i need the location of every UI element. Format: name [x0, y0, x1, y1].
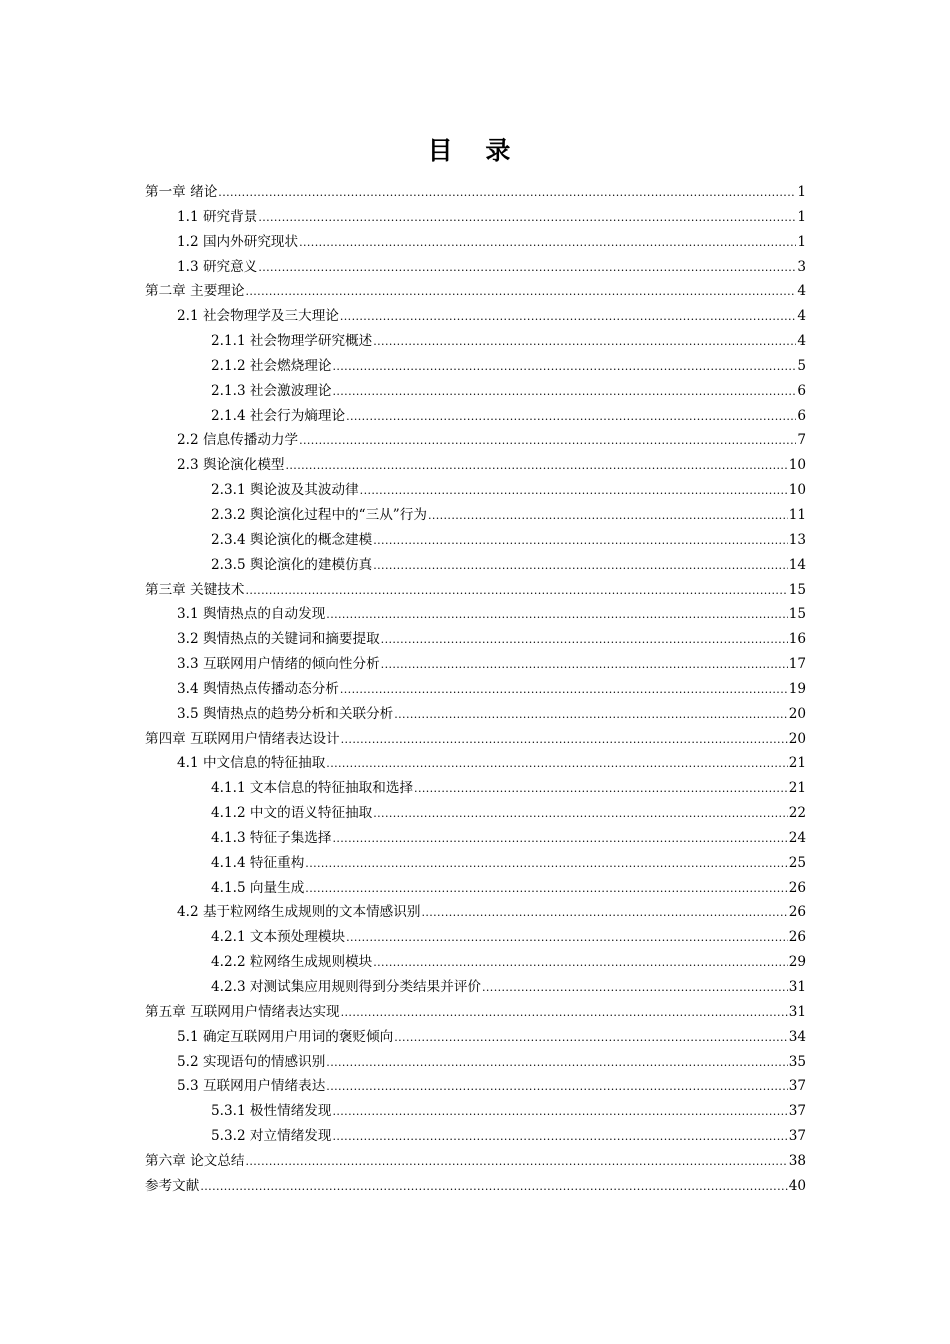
toc-entry[interactable]	[145, 180, 806, 205]
toc-dot-leader	[373, 329, 796, 355]
toc-dot-leader	[245, 279, 796, 305]
toc-entry-label: 4.1.5 向量生成	[211, 879, 305, 896]
toc-entry-page: 24	[788, 829, 806, 846]
toc-entry[interactable]	[145, 478, 806, 503]
toc-entry-label: 4.1.4 特征重构	[211, 854, 305, 871]
toc-entry-label: 4.1.2 中文的语义特征抽取	[211, 805, 373, 822]
toc-entry[interactable]	[145, 876, 806, 901]
toc-entry[interactable]	[145, 677, 806, 702]
toc-entry[interactable]	[145, 1149, 806, 1174]
toc-entry-page: 35	[788, 1053, 806, 1070]
toc-entry-page: 6	[797, 407, 806, 424]
toc-entry-label: 5.1 确定互联网用户用词的褒贬倾向	[177, 1028, 394, 1045]
toc-entry-page: 37	[788, 1103, 806, 1120]
toc-dot-leader	[326, 1074, 787, 1100]
toc-dot-leader	[332, 1124, 787, 1150]
toc-entry[interactable]	[145, 751, 806, 776]
toc-entry-page: 21	[788, 780, 806, 797]
toc-entry-page: 4	[797, 308, 806, 325]
toc-dot-leader	[245, 1149, 787, 1175]
toc-entry-label: 参考文献	[145, 1177, 200, 1194]
toc-entry-label: 4.1.1 文本信息的特征抽取和选择	[211, 780, 414, 797]
toc-entry[interactable]	[145, 1025, 806, 1050]
toc-entry-label: 2.3.2 舆论演化过程中的“三从”行为	[211, 506, 427, 523]
toc-entry[interactable]	[145, 453, 806, 478]
toc-entry-page: 11	[788, 506, 806, 523]
toc-dot-leader	[258, 255, 796, 281]
toc-entry-page: 19	[788, 680, 806, 697]
toc-entry[interactable]	[145, 379, 806, 404]
toc-entry-page: 13	[788, 531, 806, 548]
toc-dot-leader	[373, 950, 787, 976]
toc-entry-label: 4.2.3 对测试集应用规则得到分类结果并评价	[211, 979, 482, 995]
toc-dot-leader	[305, 876, 787, 902]
toc-entry-label: 2.1.1 社会物理学研究概述	[211, 333, 373, 350]
toc-entry[interactable]	[145, 279, 806, 304]
toc-entry-label: 第五章 互联网用户情绪表达实现	[145, 1003, 340, 1020]
toc-entry-label: 第一章 绪论	[145, 184, 218, 200]
toc-dot-leader	[346, 404, 796, 430]
toc-entry-label: 5.2 实现语句的情感识别	[177, 1053, 326, 1070]
toc-dot-leader	[299, 230, 796, 256]
toc-entry-page: 21	[788, 755, 806, 772]
toc-entry[interactable]	[145, 950, 806, 975]
toc-dot-leader	[332, 354, 796, 380]
toc-entry[interactable]	[145, 925, 806, 950]
toc-entry-page: 37	[788, 1078, 806, 1095]
toc-entry-page: 26	[788, 904, 806, 921]
toc-entry-page: 1	[797, 208, 806, 225]
toc-dot-leader	[341, 727, 788, 753]
toc-dot-leader	[340, 304, 796, 330]
toc-entry-label: 2.1.2 社会燃烧理论	[211, 357, 332, 374]
toc-entry-page: 20	[788, 730, 806, 747]
toc-entry[interactable]	[145, 1000, 806, 1025]
toc-dot-leader	[340, 677, 788, 703]
toc-entry-label: 3.3 互联网用户情绪的倾向性分析	[177, 656, 380, 673]
toc-dot-leader	[326, 751, 787, 777]
toc-entry[interactable]	[145, 727, 806, 752]
toc-entry[interactable]	[145, 702, 806, 727]
toc-entry-page: 20	[788, 705, 806, 722]
toc-dot-leader	[428, 503, 788, 529]
toc-dot-leader	[381, 652, 788, 678]
toc-dot-leader	[360, 478, 788, 504]
toc-entry-page: 37	[788, 1128, 806, 1145]
toc-dot-leader	[421, 900, 787, 926]
toc-entry-page: 4	[797, 283, 806, 300]
toc-entry-label: 2.3.1 舆论波及其波动律	[211, 482, 359, 499]
toc-entry-label: 2.1.4 社会行为熵理论	[211, 407, 346, 424]
toc-dot-leader	[332, 379, 796, 405]
toc-entry-label: 1.1 研究背景	[177, 208, 258, 225]
toc-dot-leader	[332, 826, 787, 852]
toc-dot-leader	[373, 801, 787, 827]
toc-entry-label: 4.1 中文信息的特征抽取	[177, 755, 326, 772]
toc-entry-label: 5.3 互联网用户情绪表达	[177, 1078, 326, 1095]
toc-entry-page: 26	[788, 879, 806, 896]
toc-entry[interactable]	[145, 652, 806, 677]
toc-entry[interactable]	[145, 329, 806, 354]
toc-dot-leader	[381, 627, 788, 653]
toc-entry-label: 4.2.2 粒网络生成规则模块	[211, 954, 373, 971]
toc-entry-page: 14	[788, 556, 806, 573]
toc-entry-page: 1	[797, 184, 806, 200]
toc-dot-leader	[482, 975, 788, 1001]
toc-entry-page: 22	[788, 805, 806, 822]
toc-entry[interactable]	[145, 503, 806, 528]
toc-dot-leader	[326, 602, 787, 628]
toc-entry[interactable]	[145, 205, 806, 230]
toc-entry[interactable]	[145, 627, 806, 652]
toc-dot-leader	[332, 1099, 787, 1125]
toc-entry-page: 17	[788, 656, 806, 673]
toc-entry-label: 3.5 舆情热点的趋势分析和关联分析	[177, 705, 394, 722]
toc-entry-page: 10	[788, 457, 806, 474]
toc-dot-leader	[245, 578, 787, 604]
toc-entry[interactable]	[145, 851, 806, 876]
toc-dot-leader	[305, 851, 787, 877]
toc-entry-label: 1.3 研究意义	[177, 258, 258, 275]
toc-dot-leader	[414, 776, 788, 802]
toc-entry[interactable]	[145, 602, 806, 627]
toc-entry-label: 5.3.2 对立情绪发现	[211, 1128, 332, 1145]
toc-entry-label: 3.1 舆情热点的自动发现	[177, 606, 326, 623]
toc-entry-page: 6	[797, 382, 806, 399]
toc-dot-leader	[373, 553, 787, 579]
toc-entry-label: 第四章 互联网用户情绪表达设计	[145, 730, 340, 747]
toc-entry-page: 31	[788, 979, 806, 995]
toc-entry-page: 15	[788, 581, 806, 598]
toc-entry-label: 5.3.1 极性情绪发现	[211, 1103, 332, 1120]
toc-entry[interactable]	[145, 1099, 806, 1124]
toc-dot-leader	[258, 205, 796, 231]
toc-entry[interactable]	[145, 404, 806, 429]
page-title: 目 录	[427, 136, 523, 165]
toc-entry[interactable]	[145, 1174, 806, 1199]
toc-entry[interactable]	[145, 1074, 806, 1099]
toc-entry[interactable]	[145, 230, 806, 255]
toc-entry-label: 2.3.5 舆论演化的建模仿真	[211, 556, 373, 573]
toc-entry[interactable]	[145, 255, 806, 280]
toc-entry-label: 4.2.1 文本预处理模块	[211, 929, 346, 946]
toc-entry-label: 3.4 舆情热点传播动态分析	[177, 680, 339, 697]
toc-entry-page: 25	[788, 854, 806, 871]
toc-dot-leader	[394, 1025, 787, 1051]
toc-entry-page: 38	[788, 1152, 806, 1169]
toc-dot-leader	[218, 180, 796, 206]
toc-entry-label: 2.3.4 舆论演化的概念建模	[211, 531, 373, 548]
toc-entry-page: 31	[788, 1003, 806, 1020]
toc-entry[interactable]	[145, 900, 806, 925]
toc-entry[interactable]	[145, 428, 806, 453]
toc-dot-leader	[299, 428, 796, 454]
toc-entry-page: 4	[797, 333, 806, 350]
toc-entry[interactable]	[145, 1124, 806, 1149]
toc-entry[interactable]	[145, 354, 806, 379]
toc-entry-label: 4.1.3 特征子集选择	[211, 829, 332, 846]
toc-entry-label: 2.3 舆论演化模型	[177, 457, 285, 474]
toc-entry[interactable]	[145, 528, 806, 553]
toc-entry-label: 2.1.3 社会激波理论	[211, 382, 332, 399]
toc-entry-label: 第三章 关键技术	[145, 581, 245, 598]
toc-dot-leader	[200, 1174, 787, 1200]
toc-dot-leader	[341, 1000, 788, 1026]
toc-dot-leader	[394, 702, 787, 728]
toc-entry-page: 3	[797, 258, 806, 275]
toc-entry-page: 15	[788, 606, 806, 623]
toc-entry-label: 2.1 社会物理学及三大理论	[177, 308, 339, 325]
toc-entry[interactable]	[145, 776, 806, 801]
toc-dot-leader	[346, 925, 788, 951]
toc-dot-leader	[373, 528, 787, 554]
table-of-contents	[145, 180, 806, 1199]
toc-entry-page: 1	[797, 233, 806, 250]
toc-entry[interactable]	[145, 826, 806, 851]
toc-entry-page: 34	[788, 1028, 806, 1045]
toc-entry-page: 16	[788, 631, 806, 648]
toc-entry-label: 第二章 主要理论	[145, 283, 245, 300]
toc-entry-page: 29	[788, 954, 806, 971]
toc-entry-page: 40	[788, 1177, 806, 1194]
toc-dot-leader	[326, 1050, 787, 1076]
toc-dot-leader	[286, 453, 788, 479]
toc-entry-label: 4.2 基于粒网络生成规则的文本情感识别	[177, 904, 421, 921]
toc-entry-page: 10	[788, 482, 806, 499]
toc-entry-page: 5	[797, 357, 806, 374]
toc-entry[interactable]	[145, 975, 806, 1000]
toc-entry[interactable]	[145, 1050, 806, 1075]
toc-entry[interactable]	[145, 801, 806, 826]
toc-entry-label: 3.2 舆情热点的关键词和摘要提取	[177, 631, 380, 648]
toc-entry[interactable]	[145, 304, 806, 329]
toc-entry-label: 1.2 国内外研究现状	[177, 233, 299, 250]
toc-entry-page: 26	[788, 929, 806, 946]
toc-entry-label: 第六章 论文总结	[145, 1152, 245, 1169]
toc-entry-page: 7	[797, 432, 806, 449]
toc-entry[interactable]	[145, 553, 806, 578]
toc-entry-label: 2.2 信息传播动力学	[177, 432, 299, 449]
toc-entry[interactable]	[145, 578, 806, 603]
